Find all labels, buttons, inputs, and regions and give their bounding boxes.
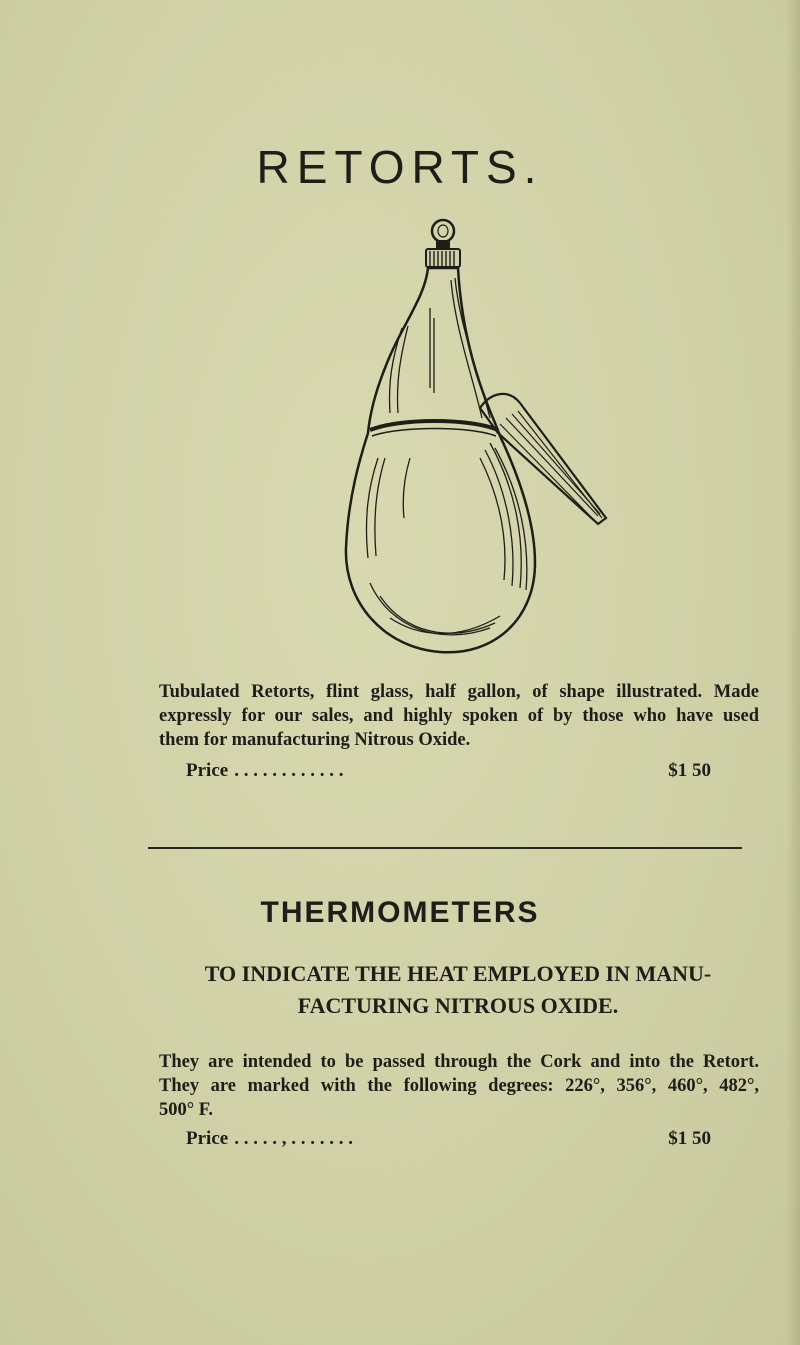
section-divider xyxy=(148,847,742,849)
retorts-title: RETORTS. xyxy=(256,141,544,193)
thermometers-price-label: Price xyxy=(186,1128,229,1149)
thermometers-description-line: 500° F. xyxy=(159,1100,214,1120)
retorts-description-line: expressly for our sales, and highly spoken of by those who have used xyxy=(159,706,759,726)
thermometers-price-row xyxy=(186,1128,711,1154)
retorts-price-label: Price xyxy=(186,760,229,781)
thermometers-title: THERMOMETERS xyxy=(260,896,540,929)
retorts-price-leader-dots: . . . . . . . . . . . . xyxy=(234,760,344,781)
thermometers-subhead-line: TO INDICATE THE HEAT EMPLOYED IN MANU- xyxy=(204,961,712,986)
retorts-price-value: $1 50 xyxy=(668,760,711,781)
thermometers-description-line: They are marked with the following degrees: 226°, 356°, 460°, 482°, xyxy=(159,1076,759,1096)
thermometers-price-value: $1 50 xyxy=(668,1128,711,1149)
thermometers-description xyxy=(159,1050,759,1122)
thermometers-subhead-line: FACTURING NITROUS OXIDE. xyxy=(297,993,619,1018)
retorts-price-row xyxy=(186,760,711,786)
retorts-description-line: Tubulated Retorts, flint glass, half gallon, of shape illustrated. Made xyxy=(159,682,759,702)
retorts-description xyxy=(159,680,759,752)
retort-illustration xyxy=(330,218,620,663)
page-edge-shadow xyxy=(786,0,800,1345)
thermometers-description-line: They are intended to be passed through the Cork and into the Retort. xyxy=(159,1052,759,1072)
retorts-description-line: them for manufacturing Nitrous Oxide. xyxy=(159,730,471,750)
thermometers-price-leader-dots: . . . . . , . . . . . . . xyxy=(234,1128,353,1149)
thermometers-subhead xyxy=(158,958,758,1022)
